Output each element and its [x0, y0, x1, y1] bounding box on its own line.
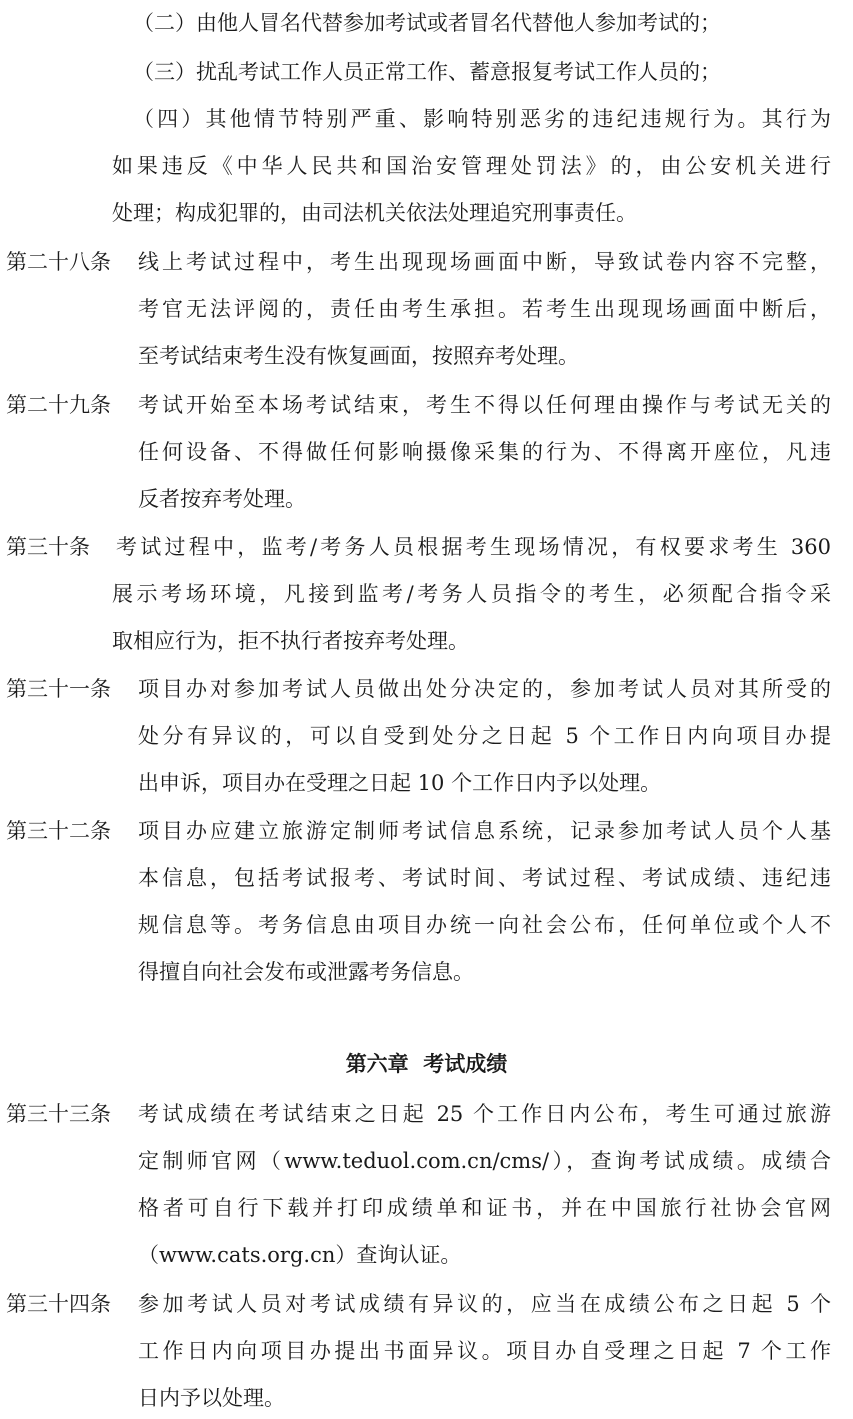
article-33-line-1: 考试成绩在考试结束之日起 25 个工作日内公布，考生可通过旅游 [138, 1102, 831, 1126]
article-31-line-1: 项目办对参加考试人员做出处分决定的，参加考试人员对其所受的 [138, 677, 831, 701]
article-30-line-1: 考试过程中，监考/考务人员根据考生现场情况，有权要求考生 360 [116, 535, 831, 559]
article-29-line-1: 考试开始至本场考试结束，考生不得以任何理由操作与考试无关的 [138, 393, 831, 417]
article-32-line-2: 本信息，包括考试报考、考试时间、考试过程、考试成绩、违纪违 [138, 866, 831, 890]
article-30-label: 第三十条 [6, 535, 90, 559]
item-4-text-line-1: （四）其他情节特别严重、影响特别恶劣的违纪违规行为。其行为 [133, 107, 831, 131]
article-31-line-3: 出申诉，项目办在受理之日起 10 个工作日内予以处理。 [138, 771, 662, 795]
article-29-line-2: 任何设备、不得做任何影响摄像采集的行为、不得离开座位，凡违 [138, 440, 831, 464]
article-28-line-2: 考官无法评阅的，责任由考生承担。若考生出现现场画面中断后， [138, 297, 831, 321]
article-32-line-4: 得擅自向社会发布或泄露考务信息。 [138, 960, 474, 984]
article-33-line-2: 定制师官网（www.teduol.com.cn/cms/），查询考试成绩。成绩合 [138, 1149, 831, 1173]
article-33-line-4: （www.cats.org.cn）查询认证。 [138, 1243, 462, 1267]
article-30-line-3: 取相应行为，拒不执行者按弃考处理。 [112, 629, 469, 653]
article-34-line-2: 工作日内向项目办提出书面异议。项目办自受理之日起 7 个工作 [138, 1339, 831, 1363]
article-28-label: 第二十八条 [6, 250, 111, 274]
item-2-text: （二）由他人冒名代替参加考试或者冒名代替他人参加考试的； [133, 11, 721, 35]
article-32-label: 第三十二条 [6, 819, 111, 843]
article-29-label: 第二十九条 [6, 393, 111, 417]
article-34-line-1: 参加考试人员对考试成绩有异议的，应当在成绩公布之日起 5 个 [138, 1292, 831, 1316]
article-31-label: 第三十一条 [6, 677, 111, 701]
chapter-6-title: 第六章 考试成绩 [345, 1051, 508, 1076]
article-28-line-3: 至考试结束考生没有恢复画面，按照弃考处理。 [138, 344, 579, 368]
article-32-line-1: 项目办应建立旅游定制师考试信息系统，记录参加考试人员个人基 [138, 819, 831, 843]
item-3-text: （三）扰乱考试工作人员正常工作、蓄意报复考试工作人员的； [133, 60, 721, 84]
article-29-line-3: 反者按弃考处理。 [138, 487, 306, 511]
article-33-label: 第三十三条 [6, 1102, 111, 1126]
article-28-line-1: 线上考试过程中，考生出现现场画面中断，导致试卷内容不完整， [138, 250, 831, 274]
article-32-line-3: 规信息等。考务信息由项目办统一向社会公布，任何单位或个人不 [138, 913, 831, 937]
article-31-line-2: 处分有异议的，可以自受到处分之日起 5 个工作日内向项目办提 [138, 724, 831, 748]
article-34-line-3: 日内予以处理。 [138, 1386, 285, 1410]
item-4-text-line-2: 如果违反《中华人民共和国治安管理处罚法》的，由公安机关进行 [112, 154, 831, 178]
article-34-label: 第三十四条 [6, 1292, 111, 1316]
item-4-text-line-3: 处理；构成犯罪的，由司法机关依法处理追究刑事责任。 [112, 201, 637, 225]
article-33-line-3: 格者可自行下载并打印成绩单和证书，并在中国旅行社协会官网 [138, 1196, 831, 1220]
article-30-line-2: 展示考场环境，凡接到监考/考务人员指令的考生，必须配合指令采 [112, 582, 831, 606]
